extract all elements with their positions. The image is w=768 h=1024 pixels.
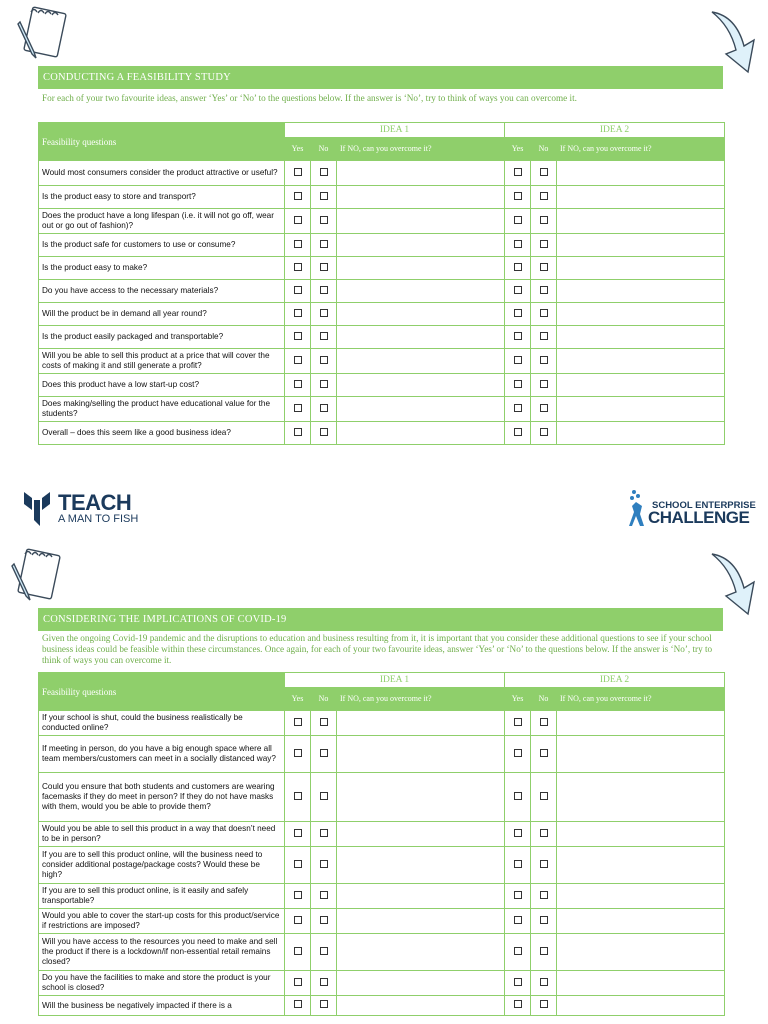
- idea2-no-checkbox[interactable]: [540, 192, 548, 200]
- idea1-yes-checkbox[interactable]: [294, 286, 302, 294]
- idea2-yes-checkbox[interactable]: [514, 947, 522, 955]
- idea2-yes-checkbox[interactable]: [514, 380, 522, 388]
- table-row: [39, 422, 725, 445]
- table-row: [39, 186, 725, 209]
- idea2-no-cell: [531, 934, 557, 971]
- idea2-no-cell: [531, 909, 557, 934]
- idea1-yes-checkbox[interactable]: [294, 749, 302, 757]
- idea1-yes-cell: [285, 773, 311, 822]
- idea2-yes-cell: [505, 909, 531, 934]
- idea2-no-cell: [531, 971, 557, 996]
- idea1-yes-checkbox[interactable]: [294, 380, 302, 388]
- idea1-no-checkbox[interactable]: [320, 947, 328, 955]
- table-row: [39, 326, 725, 349]
- idea2-no-cell: [531, 186, 557, 209]
- idea1-yes-checkbox[interactable]: [294, 891, 302, 899]
- idea2-overcome-field[interactable]: [557, 996, 725, 1016]
- question-cell: Would you be able to sell this product in a way that doesn’t need to be in person?: [39, 822, 285, 847]
- idea1-yes-checkbox[interactable]: [294, 404, 302, 412]
- question-cell: Will the product be in demand all year round?: [39, 303, 285, 326]
- idea2-no-checkbox[interactable]: [540, 240, 548, 248]
- idea2-no-cell: [531, 234, 557, 257]
- idea1-yes-cell: [285, 257, 311, 280]
- idea1-overcome-field[interactable]: [337, 711, 505, 736]
- table-row: [39, 971, 725, 996]
- idea2-overcome-field[interactable]: [557, 971, 725, 996]
- idea2-no-checkbox[interactable]: [540, 718, 548, 726]
- idea2-yes-header: Yes: [505, 688, 531, 711]
- idea1-yes-cell: [285, 303, 311, 326]
- idea1-overcome-field[interactable]: [337, 422, 505, 445]
- idea1-yes-cell: [285, 234, 311, 257]
- idea1-overcome-field[interactable]: [337, 161, 505, 186]
- idea1-no-checkbox[interactable]: [320, 309, 328, 317]
- idea1-yes-cell: [285, 326, 311, 349]
- idea2-no-cell: [531, 161, 557, 186]
- table-row: [39, 209, 725, 234]
- section-intro-feasibility: For each of your two favourite ideas, answer ‘Yes’ or ‘No’ to the questions below. If the answer is ‘No’, try to think of ways you can overcome it.: [42, 93, 577, 103]
- table-row: [39, 736, 725, 773]
- idea2-no-cell: [531, 280, 557, 303]
- idea1-no-cell: [311, 934, 337, 971]
- notepad-icon: [8, 546, 62, 602]
- idea1-no-cell: [311, 711, 337, 736]
- idea1-no-cell: [311, 971, 337, 996]
- idea1-yes-checkbox[interactable]: [294, 829, 302, 837]
- idea1-no-cell: [311, 773, 337, 822]
- question-cell: Would most consumers consider the product attractive or useful?: [39, 161, 285, 186]
- idea2-no-checkbox[interactable]: [540, 1000, 548, 1008]
- idea1-yes-checkbox[interactable]: [294, 1000, 302, 1008]
- idea2-no-checkbox[interactable]: [540, 263, 548, 271]
- idea1-overcome-header: If NO, can you overcome it?: [337, 688, 505, 711]
- idea2-no-checkbox[interactable]: [540, 380, 548, 388]
- idea1-overcome-field[interactable]: [337, 234, 505, 257]
- idea1-yes-checkbox[interactable]: [294, 332, 302, 340]
- idea1-no-cell: [311, 234, 337, 257]
- idea2-yes-checkbox[interactable]: [514, 286, 522, 294]
- idea2-no-checkbox[interactable]: [540, 860, 548, 868]
- idea2-overcome-field[interactable]: [557, 326, 725, 349]
- idea1-overcome-header: If NO, can you overcome it?: [337, 138, 505, 161]
- idea1-no-header: No: [311, 688, 337, 711]
- question-cell: If your school is shut, could the business realistically be conducted online?: [39, 711, 285, 736]
- idea2-no-cell: [531, 349, 557, 374]
- idea1-yes-cell: [285, 422, 311, 445]
- idea1-no-checkbox[interactable]: [320, 192, 328, 200]
- idea1-yes-cell: [285, 996, 311, 1016]
- idea1-no-cell: [311, 422, 337, 445]
- idea1-header: IDEA 1: [285, 123, 505, 138]
- idea1-no-cell: [311, 209, 337, 234]
- idea1-yes-checkbox[interactable]: [294, 240, 302, 248]
- table-row: [39, 711, 725, 736]
- idea1-overcome-field[interactable]: [337, 397, 505, 422]
- idea2-yes-checkbox[interactable]: [514, 718, 522, 726]
- idea2-yes-checkbox[interactable]: [514, 216, 522, 224]
- idea2-yes-cell: [505, 397, 531, 422]
- idea1-yes-cell: [285, 349, 311, 374]
- idea2-no-cell: [531, 209, 557, 234]
- idea2-no-cell: [531, 847, 557, 884]
- idea1-overcome-field[interactable]: [337, 303, 505, 326]
- idea2-overcome-field[interactable]: [557, 847, 725, 884]
- question-cell: Does this product have a low start-up cost?: [39, 374, 285, 397]
- idea2-overcome-field[interactable]: [557, 884, 725, 909]
- idea2-overcome-field[interactable]: [557, 280, 725, 303]
- table-row: [39, 349, 725, 374]
- table-row: [39, 303, 725, 326]
- idea2-no-checkbox[interactable]: [540, 428, 548, 436]
- idea1-no-header: No: [311, 138, 337, 161]
- idea2-yes-cell: [505, 161, 531, 186]
- idea2-yes-cell: [505, 349, 531, 374]
- idea2-overcome-header: If NO, can you overcome it?: [557, 688, 725, 711]
- idea1-no-cell: [311, 303, 337, 326]
- table-row: [39, 822, 725, 847]
- idea1-no-cell: [311, 280, 337, 303]
- sec-logo-big: CHALLENGE: [648, 508, 750, 527]
- idea1-no-cell: [311, 374, 337, 397]
- teach-logo-word: TEACH: [58, 490, 132, 515]
- idea2-no-checkbox[interactable]: [540, 947, 548, 955]
- idea2-overcome-field[interactable]: [557, 161, 725, 186]
- idea2-yes-checkbox[interactable]: [514, 240, 522, 248]
- idea2-yes-checkbox[interactable]: [514, 332, 522, 340]
- idea2-header: IDEA 2: [505, 673, 725, 688]
- idea1-yes-cell: [285, 280, 311, 303]
- teach-logo-subtitle: A MAN TO FISH: [58, 513, 139, 525]
- idea2-no-cell: [531, 374, 557, 397]
- idea2-no-checkbox[interactable]: [540, 891, 548, 899]
- idea2-yes-cell: [505, 326, 531, 349]
- idea2-overcome-field[interactable]: [557, 234, 725, 257]
- idea2-overcome-field[interactable]: [557, 773, 725, 822]
- idea2-yes-cell: [505, 257, 531, 280]
- section-banner-feasibility: CONDUCTING A FEASIBILITY STUDY: [38, 66, 723, 89]
- question-cell: Do you have the facilities to make and store the product is your school is closed?: [39, 971, 285, 996]
- idea2-yes-cell: [505, 736, 531, 773]
- idea2-yes-checkbox[interactable]: [514, 1000, 522, 1008]
- idea1-yes-checkbox[interactable]: [294, 947, 302, 955]
- idea2-yes-cell: [505, 374, 531, 397]
- idea2-no-header: No: [531, 688, 557, 711]
- idea1-yes-cell: [285, 934, 311, 971]
- section-intro-covid: Given the ongoing Covid-19 pandemic and the disruptions to education and business resulting from it, it is important that you consider these additional questions to see if your school business ideas could be feasible within these circumstances. Once again, for each of your two favourite ideas, answer ‘Yes’ or ‘No’ to the questions below. If the answer is ‘No’, try to think of ways you can overcome it.: [42, 633, 713, 665]
- table-row: [39, 257, 725, 280]
- question-cell: Does making/selling the product have educational value for the students?: [39, 397, 285, 422]
- question-cell: Is the product safe for customers to use or consume?: [39, 234, 285, 257]
- idea1-yes-checkbox[interactable]: [294, 263, 302, 271]
- idea1-yes-cell: [285, 209, 311, 234]
- idea2-yes-cell: [505, 303, 531, 326]
- idea2-overcome-field[interactable]: [557, 909, 725, 934]
- notepad-icon: [14, 4, 68, 60]
- idea2-no-checkbox[interactable]: [540, 978, 548, 986]
- question-cell: Would you able to cover the start-up costs for this product/service if restrictions are imposed?: [39, 909, 285, 934]
- idea1-no-cell: [311, 326, 337, 349]
- idea2-yes-checkbox[interactable]: [514, 978, 522, 986]
- idea2-yes-cell: [505, 773, 531, 822]
- idea2-no-checkbox[interactable]: [540, 216, 548, 224]
- idea2-header: IDEA 2: [505, 123, 725, 138]
- idea1-no-cell: [311, 349, 337, 374]
- question-cell: Overall – does this seem like a good business idea?: [39, 422, 285, 445]
- idea1-no-cell: [311, 909, 337, 934]
- idea1-no-cell: [311, 161, 337, 186]
- question-cell: Will the business be negatively impacted if there is a: [39, 996, 285, 1016]
- idea2-yes-cell: [505, 934, 531, 971]
- idea1-overcome-field[interactable]: [337, 934, 505, 971]
- feasibility-table: [38, 122, 725, 445]
- idea1-no-checkbox[interactable]: [320, 792, 328, 800]
- idea2-no-header: No: [531, 138, 557, 161]
- idea2-overcome-field[interactable]: [557, 711, 725, 736]
- table-row: [39, 234, 725, 257]
- idea2-yes-checkbox[interactable]: [514, 192, 522, 200]
- idea1-yes-checkbox[interactable]: [294, 978, 302, 986]
- idea1-no-checkbox[interactable]: [320, 404, 328, 412]
- idea1-overcome-field[interactable]: [337, 736, 505, 773]
- idea2-overcome-field[interactable]: [557, 349, 725, 374]
- idea2-no-cell: [531, 996, 557, 1016]
- question-cell: Is the product easy to make?: [39, 257, 285, 280]
- idea1-yes-checkbox[interactable]: [294, 216, 302, 224]
- idea2-no-checkbox[interactable]: [540, 792, 548, 800]
- idea2-overcome-field[interactable]: [557, 934, 725, 971]
- idea2-yes-checkbox[interactable]: [514, 356, 522, 364]
- idea1-yes-cell: [285, 822, 311, 847]
- idea1-no-checkbox[interactable]: [320, 356, 328, 364]
- questions-header: Feasibility questions: [39, 673, 285, 711]
- idea2-yes-checkbox[interactable]: [514, 860, 522, 868]
- idea2-yes-cell: [505, 209, 531, 234]
- idea2-overcome-header: If NO, can you overcome it?: [557, 138, 725, 161]
- idea1-no-checkbox[interactable]: [320, 332, 328, 340]
- idea1-no-cell: [311, 847, 337, 884]
- idea1-no-checkbox[interactable]: [320, 380, 328, 388]
- idea2-yes-checkbox[interactable]: [514, 916, 522, 924]
- section-banner-covid: CONSIDERING THE IMPLICATIONS OF COVID-19: [38, 608, 723, 631]
- question-cell: Will you have access to the resources you need to make and sell the product if there is a lockdown/if non-essential retail remains closed?: [39, 934, 285, 971]
- idea2-no-cell: [531, 326, 557, 349]
- idea2-no-cell: [531, 257, 557, 280]
- idea1-no-cell: [311, 996, 337, 1016]
- idea1-no-checkbox[interactable]: [320, 428, 328, 436]
- idea2-overcome-field[interactable]: [557, 209, 725, 234]
- idea2-yes-cell: [505, 186, 531, 209]
- idea1-yes-checkbox[interactable]: [294, 860, 302, 868]
- question-cell: Does the product have a long lifespan (i.e. it will not go off, wear out or go out of fashion)?: [39, 209, 285, 234]
- table-row: [39, 773, 725, 822]
- idea2-no-cell: [531, 397, 557, 422]
- idea2-yes-checkbox[interactable]: [514, 263, 522, 271]
- idea1-no-cell: [311, 186, 337, 209]
- table-row: [39, 397, 725, 422]
- idea2-yes-checkbox[interactable]: [514, 749, 522, 757]
- idea1-no-checkbox[interactable]: [320, 240, 328, 248]
- idea1-no-checkbox[interactable]: [320, 263, 328, 271]
- idea1-overcome-field[interactable]: [337, 884, 505, 909]
- idea2-no-cell: [531, 884, 557, 909]
- idea1-no-cell: [311, 257, 337, 280]
- idea1-yes-cell: [285, 711, 311, 736]
- idea1-no-cell: [311, 822, 337, 847]
- idea2-yes-cell: [505, 280, 531, 303]
- idea2-no-checkbox[interactable]: [540, 404, 548, 412]
- idea2-yes-checkbox[interactable]: [514, 829, 522, 837]
- idea2-no-cell: [531, 773, 557, 822]
- sec-logo-figure-icon: [626, 486, 650, 528]
- idea1-no-checkbox[interactable]: [320, 1000, 328, 1008]
- idea1-overcome-field[interactable]: [337, 971, 505, 996]
- table-row: [39, 161, 725, 186]
- idea1-yes-cell: [285, 847, 311, 884]
- idea2-no-checkbox[interactable]: [540, 286, 548, 294]
- idea1-overcome-field[interactable]: [337, 847, 505, 884]
- idea1-yes-cell: [285, 374, 311, 397]
- idea1-no-cell: [311, 736, 337, 773]
- idea1-overcome-field[interactable]: [337, 773, 505, 822]
- idea2-overcome-field[interactable]: [557, 397, 725, 422]
- idea1-overcome-field[interactable]: [337, 326, 505, 349]
- covid-feasibility-table: [38, 672, 725, 1016]
- idea2-yes-checkbox[interactable]: [514, 168, 522, 176]
- question-cell: Is the product easily packaged and transportable?: [39, 326, 285, 349]
- idea1-overcome-field[interactable]: [337, 374, 505, 397]
- question-cell: Do you have access to the necessary materials?: [39, 280, 285, 303]
- idea2-no-checkbox[interactable]: [540, 829, 548, 837]
- table-row: [39, 884, 725, 909]
- idea2-yes-cell: [505, 971, 531, 996]
- school-enterprise-challenge-logo: [626, 486, 756, 528]
- idea1-no-checkbox[interactable]: [320, 749, 328, 757]
- idea2-yes-cell: [505, 234, 531, 257]
- idea1-overcome-field[interactable]: [337, 257, 505, 280]
- idea2-no-cell: [531, 736, 557, 773]
- idea1-yes-cell: [285, 736, 311, 773]
- table-row: [39, 996, 725, 1016]
- idea2-yes-cell: [505, 422, 531, 445]
- idea1-no-checkbox[interactable]: [320, 168, 328, 176]
- idea2-no-checkbox[interactable]: [540, 916, 548, 924]
- teach-logo-icon: [22, 488, 52, 528]
- idea2-yes-cell: [505, 884, 531, 909]
- idea2-yes-header: Yes: [505, 138, 531, 161]
- idea1-yes-cell: [285, 186, 311, 209]
- table-row: [39, 909, 725, 934]
- idea1-yes-checkbox[interactable]: [294, 309, 302, 317]
- idea2-yes-checkbox[interactable]: [514, 792, 522, 800]
- idea2-overcome-field[interactable]: [557, 422, 725, 445]
- idea2-no-checkbox[interactable]: [540, 168, 548, 176]
- idea1-yes-checkbox[interactable]: [294, 356, 302, 364]
- idea1-yes-cell: [285, 161, 311, 186]
- idea1-yes-checkbox[interactable]: [294, 192, 302, 200]
- idea2-overcome-field[interactable]: [557, 303, 725, 326]
- idea1-overcome-field[interactable]: [337, 280, 505, 303]
- idea1-no-cell: [311, 884, 337, 909]
- idea1-overcome-field[interactable]: [337, 822, 505, 847]
- table-row: [39, 847, 725, 884]
- idea2-overcome-field[interactable]: [557, 374, 725, 397]
- idea1-overcome-field[interactable]: [337, 996, 505, 1016]
- idea2-yes-cell: [505, 822, 531, 847]
- idea1-yes-checkbox[interactable]: [294, 428, 302, 436]
- idea2-no-cell: [531, 422, 557, 445]
- table-row: [39, 280, 725, 303]
- idea1-no-checkbox[interactable]: [320, 891, 328, 899]
- idea2-no-checkbox[interactable]: [540, 332, 548, 340]
- idea1-overcome-field[interactable]: [337, 349, 505, 374]
- table-row: [39, 934, 725, 971]
- idea2-overcome-field[interactable]: [557, 822, 725, 847]
- idea1-yes-cell: [285, 971, 311, 996]
- idea1-yes-header: Yes: [285, 688, 311, 711]
- idea1-no-checkbox[interactable]: [320, 860, 328, 868]
- question-cell: If you are to sell this product online, is it easily and safely transportable?: [39, 884, 285, 909]
- idea2-overcome-field[interactable]: [557, 257, 725, 280]
- idea2-yes-checkbox[interactable]: [514, 428, 522, 436]
- sec-logo-top: SCHOOL ENTERPRISE: [652, 500, 756, 511]
- idea2-no-checkbox[interactable]: [540, 356, 548, 364]
- idea1-yes-checkbox[interactable]: [294, 792, 302, 800]
- question-cell: Could you ensure that both students and customers are wearing facemasks if they do meet in person? If they do not have masks with them, would you be able to provide them?: [39, 773, 285, 822]
- table-row: [39, 374, 725, 397]
- idea1-no-checkbox[interactable]: [320, 829, 328, 837]
- questions-header: Feasibility questions: [39, 123, 285, 161]
- idea1-no-cell: [311, 397, 337, 422]
- idea1-no-checkbox[interactable]: [320, 916, 328, 924]
- idea1-overcome-field[interactable]: [337, 909, 505, 934]
- question-cell: If you are to sell this product online, will the business need to consider additional postage/package costs? Would these be high?: [39, 847, 285, 884]
- question-cell: If meeting in person, do you have a big enough space where all team members/customers can meet in a socially distanced way?: [39, 736, 285, 773]
- idea1-yes-checkbox[interactable]: [294, 718, 302, 726]
- idea1-no-checkbox[interactable]: [320, 286, 328, 294]
- idea2-yes-checkbox[interactable]: [514, 891, 522, 899]
- idea1-yes-cell: [285, 397, 311, 422]
- idea2-no-checkbox[interactable]: [540, 749, 548, 757]
- idea2-yes-checkbox[interactable]: [514, 404, 522, 412]
- idea2-overcome-field[interactable]: [557, 186, 725, 209]
- idea1-no-checkbox[interactable]: [320, 216, 328, 224]
- question-cell: Is the product easy to store and transport?: [39, 186, 285, 209]
- idea2-yes-cell: [505, 847, 531, 884]
- idea1-no-checkbox[interactable]: [320, 718, 328, 726]
- idea2-yes-cell: [505, 996, 531, 1016]
- idea2-no-checkbox[interactable]: [540, 309, 548, 317]
- idea1-yes-cell: [285, 909, 311, 934]
- idea1-overcome-field[interactable]: [337, 209, 505, 234]
- idea2-yes-checkbox[interactable]: [514, 309, 522, 317]
- idea1-yes-cell: [285, 884, 311, 909]
- question-cell: Will you be able to sell this product at a price that will cover the costs of making it and still generate a profit?: [39, 349, 285, 374]
- idea2-no-cell: [531, 822, 557, 847]
- idea2-no-cell: [531, 303, 557, 326]
- idea1-yes-checkbox[interactable]: [294, 916, 302, 924]
- idea1-yes-header: Yes: [285, 138, 311, 161]
- idea1-yes-checkbox[interactable]: [294, 168, 302, 176]
- idea2-yes-cell: [505, 711, 531, 736]
- idea2-no-cell: [531, 711, 557, 736]
- idea2-overcome-field[interactable]: [557, 736, 725, 773]
- idea1-overcome-field[interactable]: [337, 186, 505, 209]
- idea1-header: IDEA 1: [285, 673, 505, 688]
- idea1-no-checkbox[interactable]: [320, 978, 328, 986]
